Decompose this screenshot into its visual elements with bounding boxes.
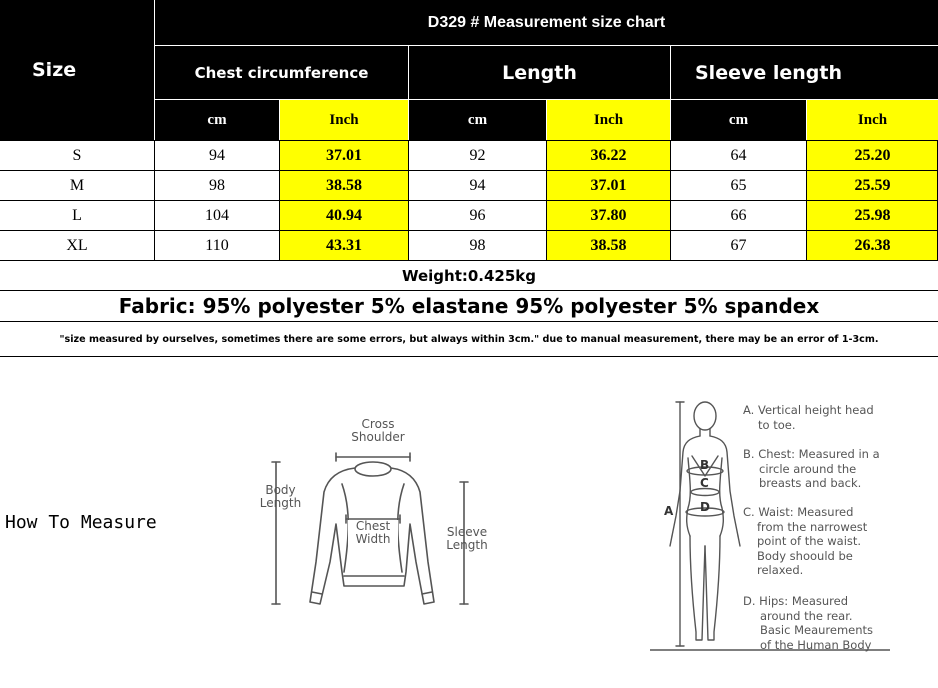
marker-b: B: [700, 458, 710, 472]
size-header: Size: [0, 0, 154, 140]
measurement-note: "size measured by ourselves, sometimes there are some errors, but always within 3cm." due to manual measurement, there may be an error of 1-3cm.: [59, 333, 879, 345]
chest-header: Chest circumference: [155, 46, 408, 99]
chest-inch-cell: 43.31: [280, 231, 408, 260]
chest-inch-cell: 37.01: [280, 141, 408, 170]
size-cell: L: [72, 206, 82, 224]
chest-width-label: Chest Width: [348, 520, 398, 546]
fabric-text: Fabric: 95% polyester 5% elastane 95% polyester 5% spandex: [118, 294, 820, 318]
sleeve-cm-unit: cm: [671, 100, 806, 140]
sleeve-inch-cell: 25.98: [807, 201, 938, 230]
length-cm-cell: 94: [469, 176, 486, 194]
sleeve-cm-cell: 66: [730, 206, 747, 224]
chest-cm-cell: 104: [205, 206, 229, 224]
chest-cm-cell: 94: [209, 146, 225, 164]
length-inch-cell: 37.80: [547, 201, 670, 230]
sleeve-inch-unit: Inch: [807, 100, 938, 140]
sleeve-inch-cell: 25.59: [807, 171, 938, 200]
length-cm-cell: 92: [469, 146, 486, 164]
marker-a: A: [664, 504, 674, 518]
size-cell: S: [72, 146, 82, 164]
chart-title: D329 # Measurement size chart: [155, 0, 938, 45]
chest-cm-cell: 110: [205, 236, 229, 254]
weight-text: Weight:0.425kg: [401, 267, 537, 285]
cross-shoulder-label: Cross Shoulder: [351, 417, 405, 444]
chest-inch-cell: 38.58: [280, 171, 408, 200]
marker-c: C: [700, 476, 709, 490]
sleeve-cm-cell: 65: [730, 176, 747, 194]
chest-inch-cell: 40.94: [280, 201, 408, 230]
length-inch-cell: 38.58: [547, 231, 670, 260]
length-inch-unit: Inch: [547, 100, 670, 140]
sleeve-cm-cell: 67: [730, 236, 747, 254]
sleeve-cm-cell: 64: [730, 146, 747, 164]
shirt-measurement-diagram: [258, 412, 508, 612]
how-to-measure-label: How To Measure: [5, 512, 157, 533]
legend-b: B. Chest: Measured in a circle around the breasts and back.: [743, 447, 880, 490]
sleeve-inch-cell: 25.20: [807, 141, 938, 170]
length-cm-unit: cm: [409, 100, 546, 140]
sleeve-header: Sleeve length: [671, 46, 938, 99]
chest-cm-unit: cm: [155, 100, 279, 140]
body-measurement-diagram: [650, 396, 890, 654]
chest-cm-cell: 98: [209, 176, 225, 194]
length-cm-cell: 96: [469, 206, 486, 224]
chest-inch-unit: Inch: [280, 100, 408, 140]
length-inch-cell: 37.01: [547, 171, 670, 200]
body-length-label: Body Length: [259, 483, 302, 510]
marker-d: D: [700, 500, 710, 514]
size-cell: XL: [66, 236, 88, 254]
length-header: Length: [409, 46, 670, 99]
length-cm-cell: 98: [469, 236, 486, 254]
size-cell: M: [69, 176, 85, 194]
length-inch-cell: 36.22: [547, 141, 670, 170]
legend-d: D. Hips: Measured around the rear. Basic Meaurements of the Human Body: [743, 594, 874, 652]
sleeve-inch-cell: 26.38: [807, 231, 938, 260]
legend-c: C. Waist: Measured from the narrowest point of the waist. Body shoould be relaxed.: [743, 505, 868, 577]
sleeve-length-label: Sleeve Length: [446, 525, 488, 552]
legend-a: A. Vertical height head to toe.: [743, 403, 874, 432]
